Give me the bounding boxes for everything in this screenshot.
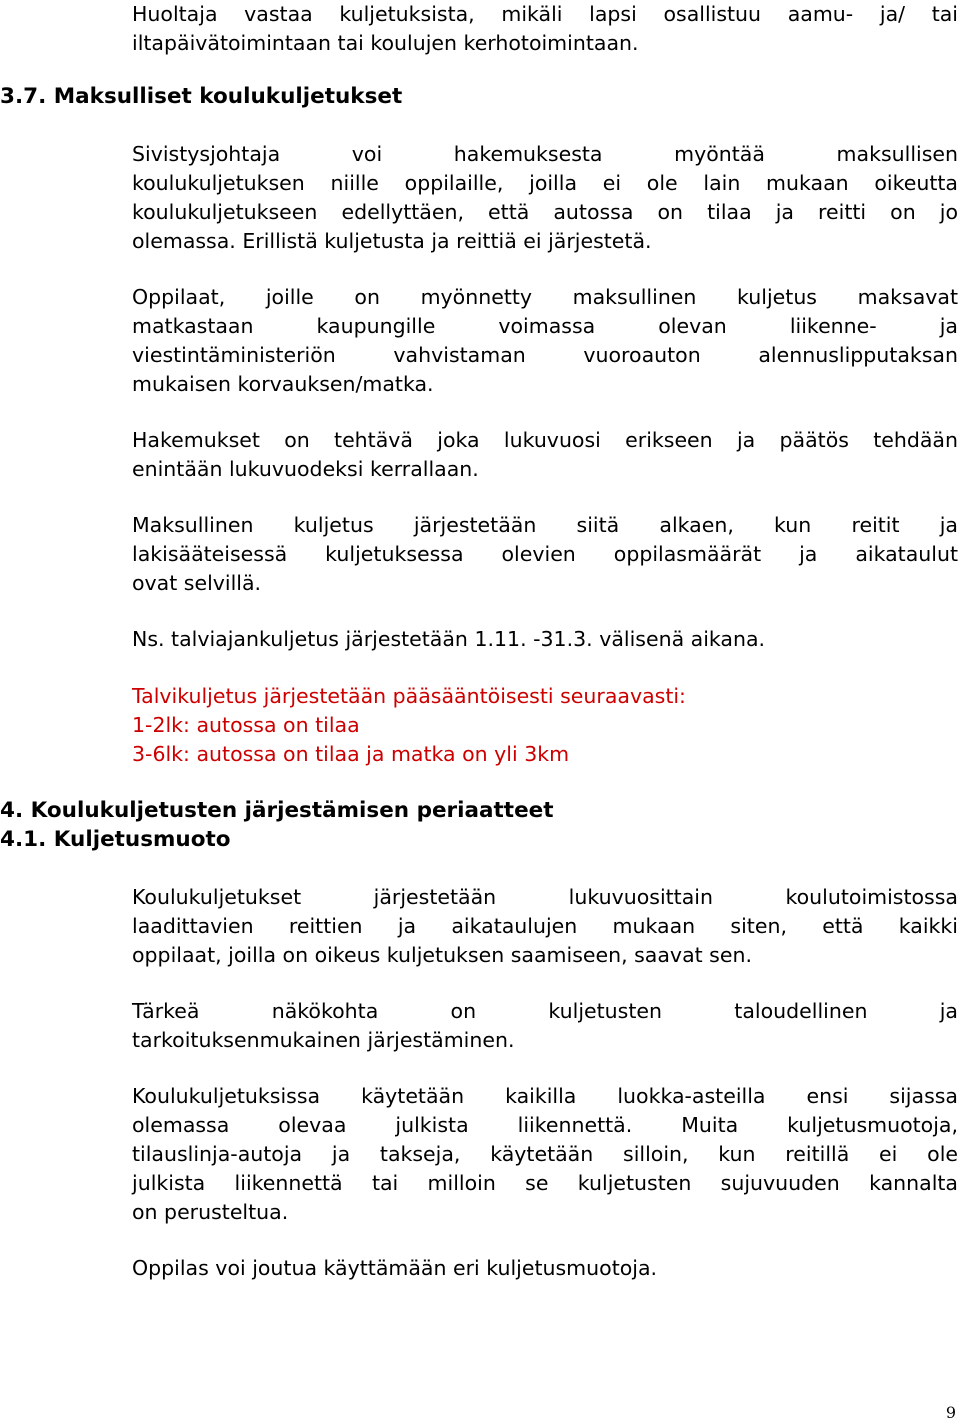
text-line: olemassa. Erillistä kuljetusta ja reittiä ei järjestetä. (132, 229, 652, 253)
text-line: Oppilas voi joutua käyttämään eri kuljetusmuotoja. (132, 1256, 658, 1280)
text-line: lakisääteisessä kuljetuksessa olevien oppilasmäärät ja aikataulut (132, 542, 958, 566)
text-line: enintään lukuvuodeksi kerrallaan. (132, 457, 479, 481)
text-line: Oppilaat, joille on myönnetty maksullinen kuljetus maksavat (132, 285, 958, 309)
text-line: olemassa olevaa julkista liikennettä. Muita kuljetusmuotoja, (132, 1113, 958, 1137)
text-line: Koulukuljetuksissa käytetään kaikilla luokka-asteilla ensi sijassa (132, 1084, 958, 1108)
text-line: Ns. talviajankuljetus järjestetään 1.11. -31.3. välisenä aikana. (132, 627, 766, 651)
text-line: koulukuljetuksen niille oppilaille, joilla ei ole lain mukaan oikeutta (132, 171, 958, 195)
section-heading-4-1: 4.1. Kuljetusmuoto (0, 827, 231, 852)
text-line: matkastaan kaupungille voimassa olevan liikenne- ja (132, 314, 958, 338)
text-line: Tärkeä näkökohta on kuljetusten taloudellinen ja (132, 999, 958, 1023)
text-line: iltapäivätoimintaan tai koulujen kerhotoimintaan. (132, 31, 639, 55)
paragraph-applications (132, 426, 958, 484)
text-line: Koulukuljetukset järjestetään lukuvuosittain koulutoimistossa (132, 885, 958, 909)
intro-paragraph (132, 0, 958, 58)
text-line: laadittavien reittien ja aikataulujen mukaan siten, että kaikki (132, 914, 958, 938)
text-line: ovat selvillä. (132, 571, 262, 595)
paragraph-public-transport (132, 1082, 958, 1227)
winter-rule: 1-2lk: autossa on tilaa (132, 713, 360, 737)
page-number: 9 (945, 1403, 956, 1422)
text-line: Huoltaja vastaa kuljetuksista, mikäli lapsi osallistuu aamu- ja/ tai (132, 2, 958, 26)
text-line: tarkoituksenmukainen järjestäminen. (132, 1028, 515, 1052)
text-line: Maksullinen kuljetus järjestetään siitä alkaen, kun reitit ja (132, 513, 958, 537)
winter-rules-list (132, 682, 958, 769)
paragraph-arrangement (132, 511, 958, 598)
text-line: oppilaat, joilla on oikeus kuljetuksen saamiseen, saavat sen. (132, 943, 752, 967)
winter-rule: Talvikuljetus järjestetään pääsääntöisesti seuraavasti: (132, 684, 686, 708)
section-heading-4: 4. Koulukuljetusten järjestämisen periaatteet (0, 798, 554, 823)
paragraph-fee-transport (132, 140, 958, 256)
paragraph-school-transport (132, 883, 958, 970)
paragraph-winter-period (132, 625, 958, 654)
text-line: julkista liikennettä tai milloin se kuljetusten sujuvuuden kannalta (132, 1171, 958, 1195)
paragraph-transport-modes (132, 1254, 958, 1283)
section-heading-3-7: 3.7. Maksulliset koulukuljetukset (0, 84, 403, 109)
text-line: Hakemukset on tehtävä joka lukuvuosi erikseen ja päätös tehdään (132, 428, 958, 452)
text-line: viestintäministeriön vahvistaman vuoroauton alennuslipputaksan (132, 343, 958, 367)
paragraph-pupil-payment (132, 283, 958, 399)
text-line: koulukuljetukseen edellyttäen, että autossa on tilaa ja reitti on jo (132, 200, 958, 224)
text-line: mukaisen korvauksen/matka. (132, 372, 434, 396)
winter-rule: 3-6lk: autossa on tilaa ja matka on yli 3km (132, 742, 570, 766)
text-line: tilauslinja-autoja ja takseja, käytetään silloin, kun reitillä ei ole (132, 1142, 958, 1166)
text-line: Sivistysjohtaja voi hakemuksesta myöntää maksullisen (132, 142, 958, 166)
paragraph-economic-aspect (132, 997, 958, 1055)
text-line: on perusteltua. (132, 1200, 289, 1224)
